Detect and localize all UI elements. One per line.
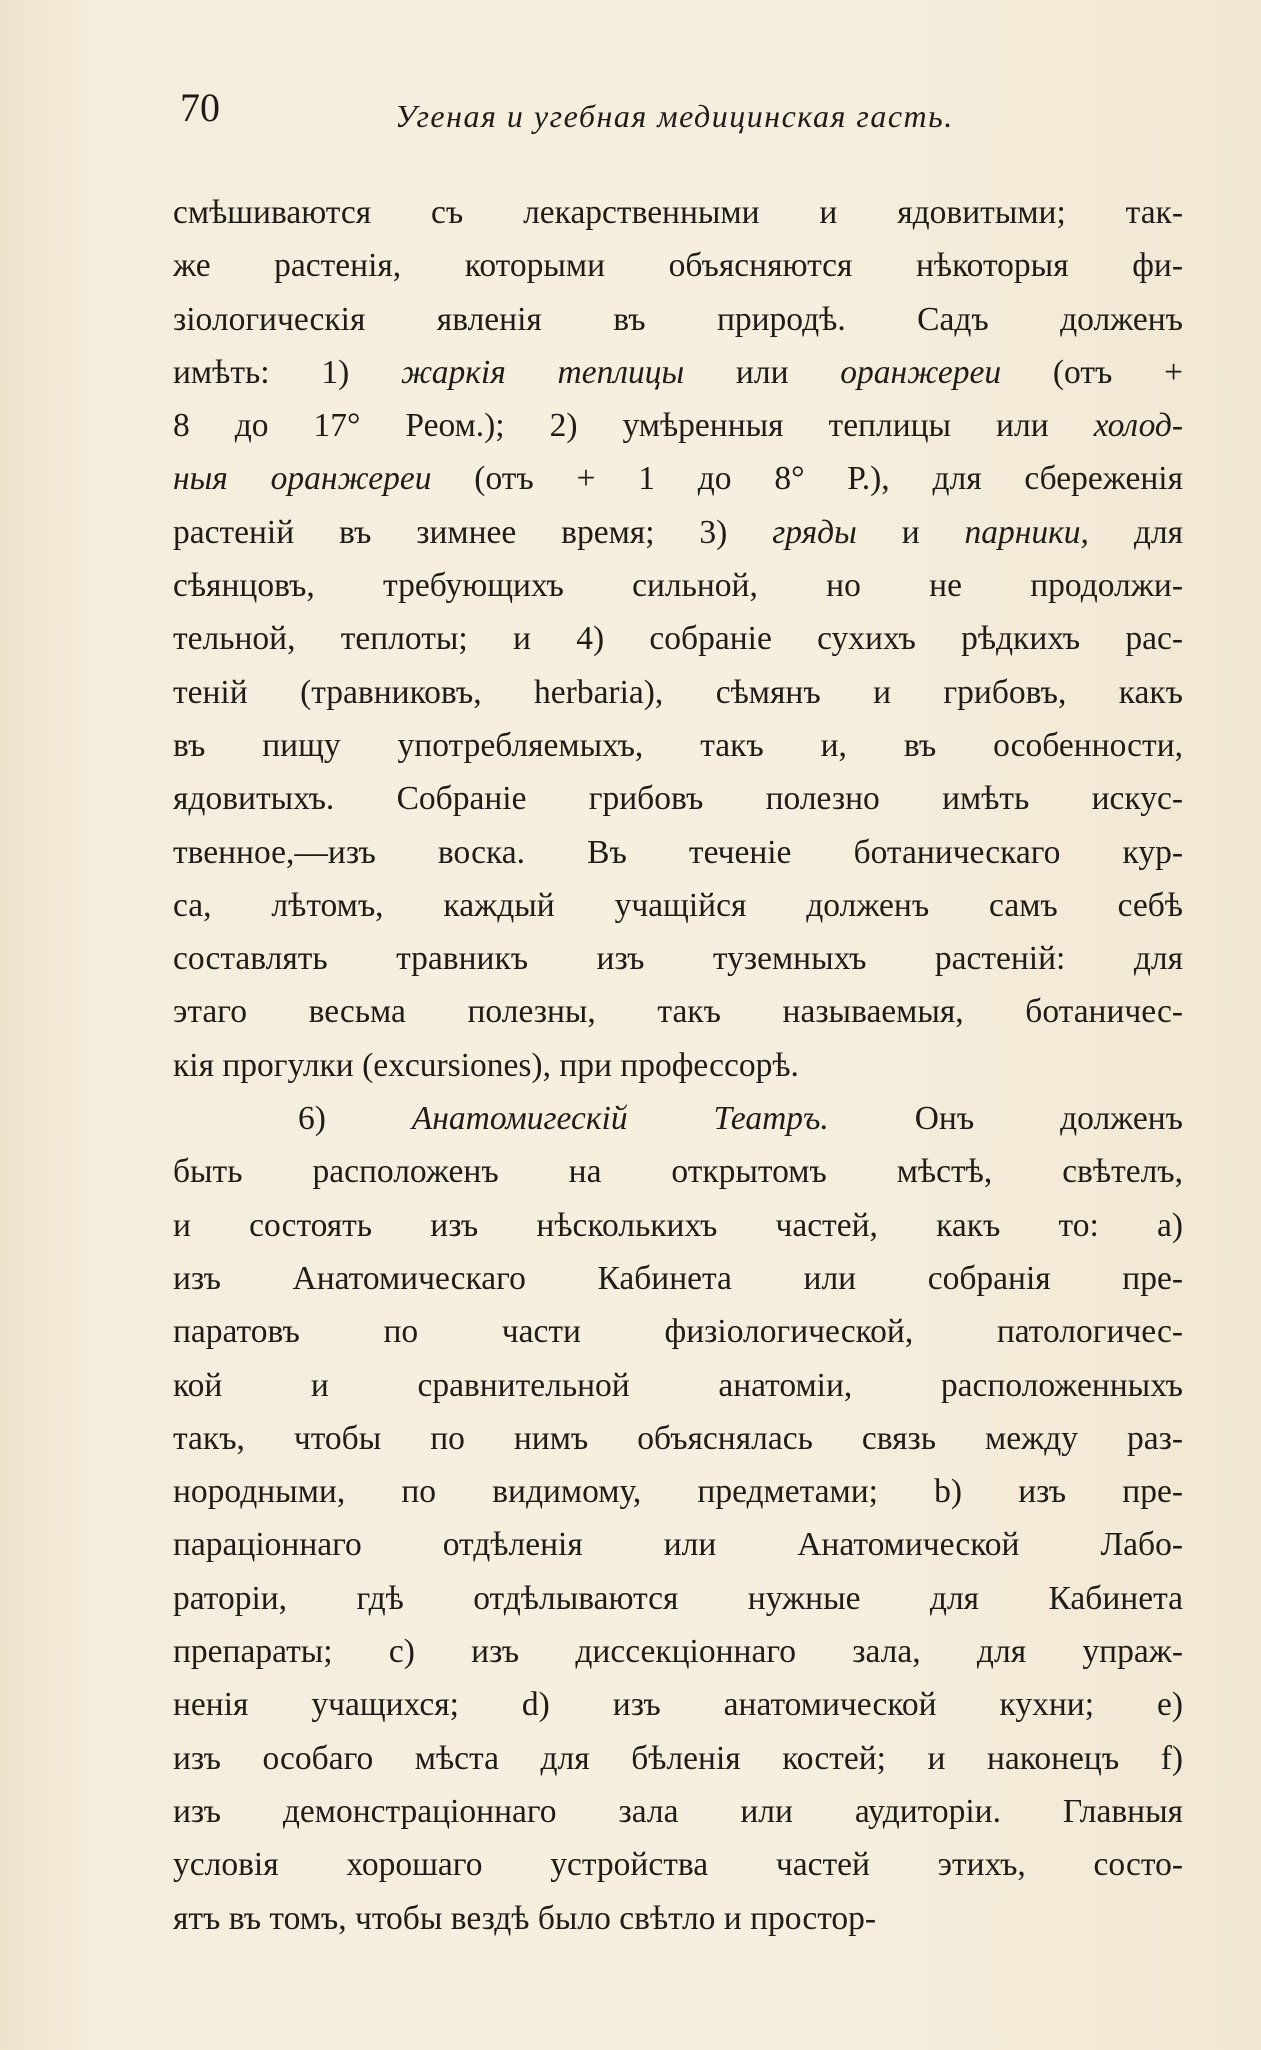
italic-segment: холод- xyxy=(1093,407,1183,445)
text-line xyxy=(173,1518,1183,1571)
italic-segment: ныя оранжереи xyxy=(173,460,432,498)
text-line xyxy=(173,1252,1183,1305)
text-line xyxy=(173,1678,1183,1731)
text-line xyxy=(173,879,1183,932)
page-number: 70 xyxy=(180,85,220,130)
text-segment: нородными, по видимому, предметами; b) изъ пре- xyxy=(173,1473,1183,1511)
text-segment: (отъ + 1 до 8° Р.), для сбереженія xyxy=(431,460,1183,498)
text-segment: тельной, теплоты; и 4) собраніе сухихъ рѣдкихъ рас- xyxy=(173,620,1183,658)
text-segment: зіологическія явленія въ природѣ. Садъ долженъ xyxy=(173,300,1183,338)
text-line xyxy=(173,1732,1183,1785)
text-segment: ядовитыхъ. Собраніе грибовъ полезно имѣть искус- xyxy=(173,780,1183,818)
text-segment: смѣшиваются съ лекарственными и ядовитыми; так- xyxy=(173,194,1183,231)
text-segment: или xyxy=(684,353,841,391)
text-line xyxy=(173,1092,1183,1145)
text-segment: парацiоннаго отдѣленія или Анатомической Лабо- xyxy=(173,1526,1183,1564)
text-segment: изъ особаго мѣста для бѣленія костей; и наконецъ f) xyxy=(173,1739,1183,1777)
text-segment: составлять травникъ изъ туземныхъ растеній: для xyxy=(173,940,1183,978)
text-line xyxy=(173,1892,1183,1945)
text-segment: и состоять изъ нѣсколькихъ частей, какъ то: a) xyxy=(173,1206,1183,1244)
page-header xyxy=(180,84,1060,144)
text-line xyxy=(173,1572,1183,1625)
text-segment: растеній въ зимнее время; 3) xyxy=(173,513,773,551)
text-line xyxy=(173,985,1183,1038)
text-segment: (отъ + xyxy=(1001,353,1183,391)
text-line xyxy=(173,346,1183,399)
text-segment: Онъ долженъ xyxy=(828,1100,1183,1138)
text-line xyxy=(173,1625,1183,1678)
text-line xyxy=(173,293,1183,346)
text-line xyxy=(173,1838,1183,1891)
text-line xyxy=(173,1305,1183,1358)
text-line xyxy=(173,932,1183,985)
text-line xyxy=(173,506,1183,559)
text-segment: и xyxy=(856,513,965,551)
text-segment: для xyxy=(1088,513,1183,551)
text-line xyxy=(173,772,1183,825)
text-segment: имѣть: 1) xyxy=(173,353,401,391)
italic-segment: Анатомигескій Театръ. xyxy=(411,1100,829,1138)
text-segment: раторіи, гдѣ отдѣлываются нужные для Кабинета xyxy=(173,1579,1183,1617)
text-segment: твенное,—изъ воска. Въ теченіе ботаническаго кур- xyxy=(173,833,1183,871)
text-line xyxy=(173,826,1183,879)
text-segment: препараты; c) изъ диссекціоннаго зала, для упраж- xyxy=(173,1633,1183,1671)
text-segment: ненія учащихся; d) изъ анатомической кухни; e) xyxy=(173,1686,1183,1724)
text-line xyxy=(173,1465,1183,1518)
text-line xyxy=(173,666,1183,719)
text-segment: сѣянцовъ, требующихъ сильной, но не продолжи- xyxy=(173,567,1183,605)
text-line xyxy=(173,1412,1183,1465)
text-line xyxy=(173,186,1183,239)
text-segment: изъ демонстраціоннаго зала или аудиторіи. Главныя xyxy=(173,1792,1183,1830)
italic-segment: гряды xyxy=(772,513,857,551)
text-line xyxy=(173,612,1183,665)
text-segment: условія хорошаго устройства частей этихъ, состо- xyxy=(173,1846,1183,1884)
text-segment: 8 до 17° Реом.); 2) умѣренныя теплицы или xyxy=(173,407,1094,445)
text-segment: такъ, чтобы по нимъ объяснялась связь между раз- xyxy=(173,1419,1183,1457)
text-segment: изъ Анатомическаго Кабинета или собранія пре- xyxy=(173,1259,1183,1297)
text-line xyxy=(173,1039,1183,1092)
text-line xyxy=(173,452,1183,505)
text-segment: этаго весьма полезны, такъ называемыя, ботаничес- xyxy=(173,993,1183,1031)
text-line xyxy=(173,559,1183,612)
text-segment: 6) xyxy=(298,1100,412,1138)
text-line xyxy=(173,1145,1183,1198)
text-segment: кой и сравнительной анатоміи, расположенныхъ xyxy=(173,1366,1183,1404)
text-segment: теній (травниковъ, herbaria), сѣмянъ и грибовъ, какъ xyxy=(173,673,1183,711)
italic-segment: парники, xyxy=(964,513,1089,551)
body-text xyxy=(173,186,1183,1945)
text-line xyxy=(173,1359,1183,1412)
text-segment: же растенія, которыми объясняются нѣкоторыя фи- xyxy=(173,247,1183,285)
italic-segment: жаркія теплицы xyxy=(401,353,685,391)
running-head: Угеная и угебная медицинская гасть. xyxy=(395,98,954,134)
text-segment: въ пищу употребляемыхъ, такъ и, въ особенности, xyxy=(173,726,1183,764)
text-line xyxy=(173,239,1183,292)
text-segment: паратовъ по части физіологической, патологичес- xyxy=(173,1313,1183,1351)
text-line xyxy=(173,1785,1183,1838)
text-segment: ятъ въ томъ, чтобы вездѣ было свѣтло и простор- xyxy=(173,1899,877,1937)
text-line xyxy=(173,399,1183,452)
text-line xyxy=(173,1199,1183,1252)
text-segment: быть расположенъ на открытомъ мѣстѣ, свѣтелъ, xyxy=(173,1153,1183,1191)
italic-segment: оранжереи xyxy=(840,353,1002,391)
text-segment: кія прогулки (excursiones), при профессорѣ. xyxy=(173,1046,799,1084)
text-segment: са, лѣтомъ, каждый учащійся долженъ самъ себѣ xyxy=(173,886,1183,924)
text-line xyxy=(173,719,1183,772)
